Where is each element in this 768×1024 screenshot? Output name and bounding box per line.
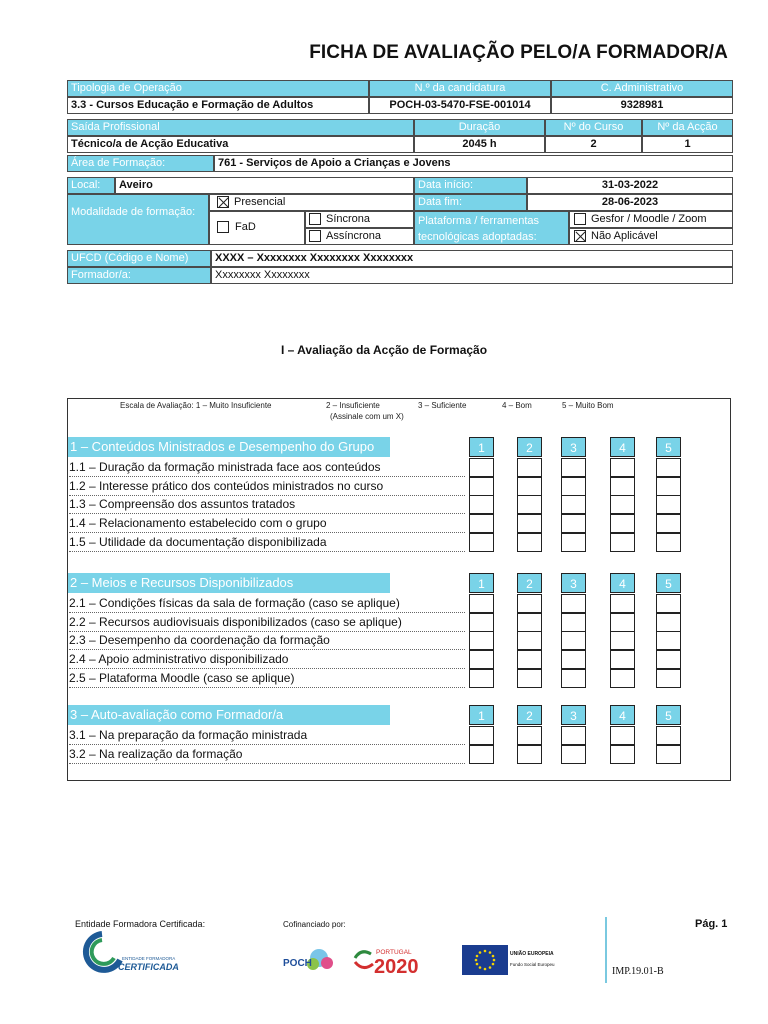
local-label: Local: [67,177,115,194]
area-label: Área de Formação: [67,155,214,172]
group-heading: 2 – Meios e Recursos Disponibilizados [68,573,390,593]
rating-box-5[interactable] [656,631,681,650]
evaluation-item: 2.3 – Desempenho da coordenação da formação [69,631,465,650]
rating-box-2[interactable] [517,495,542,514]
rating-box-4[interactable] [610,477,635,496]
scale-3: 3 – Suficiente [418,401,467,410]
ufcd-label: UFCD (Código e Nome) [67,250,211,267]
rating-box-1[interactable] [469,495,494,514]
rating-box-2[interactable] [517,650,542,669]
saida-value: Técnico/a de Acção Educativa [67,136,414,153]
scale-4: 4 – Bom [502,401,532,410]
rating-box-3[interactable] [561,533,586,552]
local-value: Aveiro [115,177,414,194]
rating-box-2[interactable] [517,514,542,533]
rating-box-1[interactable] [469,631,494,650]
footer-divider [605,917,607,983]
svg-text:CERTIFICADA: CERTIFICADA [118,962,179,972]
accao-label: Nº da Acção [642,119,733,136]
rating-header-2: 2 [517,573,542,593]
tipologia-value: 3.3 - Cursos Educação e Formação de Adultos [67,97,369,114]
scale-1: Escala de Avaliação: 1 – Muito Insuficiente [120,401,272,410]
svg-text:ENTIDADE FORMADORA: ENTIDADE FORMADORA [122,956,176,961]
page-title: FICHA DE AVALIAÇÃO PELO/A FORMADOR/A [309,42,728,63]
rating-box-4[interactable] [610,514,635,533]
data-fim-label: Data fim: [414,194,527,211]
section-title: I – Avaliação da Acção de Formação [280,343,488,357]
rating-box-4[interactable] [610,745,635,764]
administrativo-value: 9328981 [551,97,733,114]
rating-box-5[interactable] [656,458,681,477]
nao-aplicavel-label: Não Aplicável [591,230,658,242]
evaluation-item: 3.1 – Na preparação da formação ministrada [69,726,465,745]
candidatura-value: POCH-03-5470-FSE-001014 [369,97,551,114]
rating-header-2: 2 [517,705,542,725]
rating-header-4: 4 [610,705,635,725]
svg-text:2020: 2020 [374,956,419,978]
rating-box-4[interactable] [610,650,635,669]
entidade-label: Entidade Formadora Certificada: [75,919,206,929]
rating-box-2[interactable] [517,613,542,632]
rating-box-2[interactable] [517,669,542,688]
rating-box-1[interactable] [469,594,494,613]
rating-box-4[interactable] [610,726,635,745]
rating-box-1[interactable] [469,726,494,745]
rating-header-4: 4 [610,573,635,593]
duracao-value: 2045 h [414,136,545,153]
scale-2: 2 – Insuficiente [326,401,380,410]
rating-box-5[interactable] [656,613,681,632]
rating-box-2[interactable] [517,458,542,477]
rating-box-5[interactable] [656,533,681,552]
gesfor-label: Gesfor / Moodle / Zoom [591,213,707,225]
assincrona-checkbox[interactable] [309,230,321,242]
rating-header-2: 2 [517,437,542,457]
data-inicio-value: 31-03-2022 [527,177,733,194]
evaluation-item: 1.1 – Duração da formação ministrada face aos conteúdos [69,458,465,477]
svg-text:POCH: POCH [283,958,312,969]
rating-box-3[interactable] [561,650,586,669]
rating-box-2[interactable] [517,745,542,764]
svg-text:PORTUGAL: PORTUGAL [376,949,412,956]
rating-box-5[interactable] [656,477,681,496]
rating-box-4[interactable] [610,594,635,613]
rating-box-1[interactable] [469,477,494,496]
plataforma-label: Plataforma / ferramentas tecnológicas adoptadas: [414,211,569,245]
rating-header-1: 1 [469,573,494,593]
evaluation-item: 2.2 – Recursos audiovisuais disponibilizados (caso se aplique) [69,613,465,632]
rating-box-1[interactable] [469,745,494,764]
rating-box-5[interactable] [656,669,681,688]
rating-box-4[interactable] [610,613,635,632]
rating-box-2[interactable] [517,594,542,613]
rating-box-5[interactable] [656,495,681,514]
eu-flag-icon [462,945,508,975]
rating-box-1[interactable] [469,650,494,669]
gesfor-checkbox[interactable] [574,213,586,225]
rating-box-3[interactable] [561,458,586,477]
rating-box-3[interactable] [561,631,586,650]
rating-header-3: 3 [561,573,586,593]
eu-sub-label: Fundo Social Europeu [510,962,555,967]
portugal-2020-logo [352,944,447,976]
rating-box-5[interactable] [656,745,681,764]
rating-header-5: 5 [656,573,681,593]
document-code: IMP.19.01-B [612,966,664,977]
rating-box-4[interactable] [610,631,635,650]
presencial-checkbox[interactable] [217,196,229,208]
page-number: Pág. 1 [695,918,728,930]
cofinanciado-label: Cofinanciado por: [283,920,346,929]
nao-aplicavel-checkbox[interactable] [574,230,586,242]
duracao-label: Duração [414,119,545,136]
rating-box-3[interactable] [561,495,586,514]
evaluation-item: 1.2 – Interesse prático dos conteúdos ministrados no curso [69,477,465,496]
rating-box-3[interactable] [561,669,586,688]
saida-label: Saída Profissional [67,119,414,136]
rating-box-2[interactable] [517,477,542,496]
administrativo-label: C. Administrativo [551,80,733,97]
scale-5: 5 – Muito Bom [562,401,614,410]
rating-box-4[interactable] [610,458,635,477]
rating-header-1: 1 [469,437,494,457]
rating-header-3: 3 [561,705,586,725]
area-value: 761 - Serviços de Apoio a Crianças e Jovens [214,155,733,172]
curso-value: 2 [545,136,642,153]
rating-box-5[interactable] [656,650,681,669]
evaluation-item: 1.3 – Compreensão dos assuntos tratados [69,495,465,514]
evaluation-item: 1.4 – Relacionamento estabelecido com o grupo [69,514,465,533]
rating-box-1[interactable] [469,533,494,552]
group-heading: 3 – Auto-avaliação como Formador/a [68,705,390,725]
ufcd-value: XXXX – Xxxxxxxx Xxxxxxxx Xxxxxxxx [211,250,733,267]
sincrona-label: Síncrona [326,213,371,225]
presencial-label: Presencial [234,196,286,208]
rating-box-4[interactable] [610,495,635,514]
data-inicio-label: Data início: [414,177,527,194]
rating-box-2[interactable] [517,726,542,745]
rating-box-1[interactable] [469,458,494,477]
rating-box-4[interactable] [610,533,635,552]
formador-label: Formador/a: [67,267,211,284]
rating-box-3[interactable] [561,745,586,764]
rating-box-2[interactable] [517,631,542,650]
sincrona-checkbox[interactable] [309,213,321,225]
data-fim-value: 28-06-2023 [527,194,733,211]
poch-logo [283,944,338,976]
assincrona-label: Assíncrona [326,230,382,242]
evaluation-item: 2.5 – Plataforma Moodle (caso se aplique) [69,669,465,688]
rating-header-5: 5 [656,437,681,457]
rating-box-1[interactable] [469,613,494,632]
rating-header-4: 4 [610,437,635,457]
rating-box-3[interactable] [561,514,586,533]
evaluation-item: 2.1 – Condições físicas da sala de formação (caso se aplique) [69,594,465,613]
scale-note: (Assinale com um X) [330,412,404,421]
rating-box-1[interactable] [469,669,494,688]
rating-box-3[interactable] [561,726,586,745]
group-heading: 1 – Conteúdos Ministrados e Desempenho do Grupo [68,437,390,457]
evaluation-item: 1.5 – Utilidade da documentação disponibilizada [69,533,465,552]
modalidade-label: Modalidade de formação: [67,194,209,245]
rating-box-4[interactable] [610,669,635,688]
rating-box-1[interactable] [469,514,494,533]
fad-checkbox[interactable] [217,221,229,233]
rating-box-3[interactable] [561,613,586,632]
tipologia-label: Tipologia de Operação [67,80,369,97]
rating-box-5[interactable] [656,594,681,613]
evaluation-item: 2.4 – Apoio administrativo disponibilizado [69,650,465,669]
rating-box-5[interactable] [656,514,681,533]
rating-header-3: 3 [561,437,586,457]
fad-label: FaD [235,221,256,233]
certified-entity-logo [80,930,179,974]
evaluation-item: 3.2 – Na realização da formação [69,745,465,764]
rating-box-3[interactable] [561,594,586,613]
candidatura-label: N.º da candidatura [369,80,551,97]
rating-box-2[interactable] [517,533,542,552]
curso-label: Nº do Curso [545,119,642,136]
accao-value: 1 [642,136,733,153]
eu-label: UNIÃO EUROPEIA [510,951,554,957]
formador-value: Xxxxxxxx Xxxxxxxx [211,267,733,284]
rating-box-5[interactable] [656,726,681,745]
rating-box-3[interactable] [561,477,586,496]
rating-header-1: 1 [469,705,494,725]
rating-header-5: 5 [656,705,681,725]
